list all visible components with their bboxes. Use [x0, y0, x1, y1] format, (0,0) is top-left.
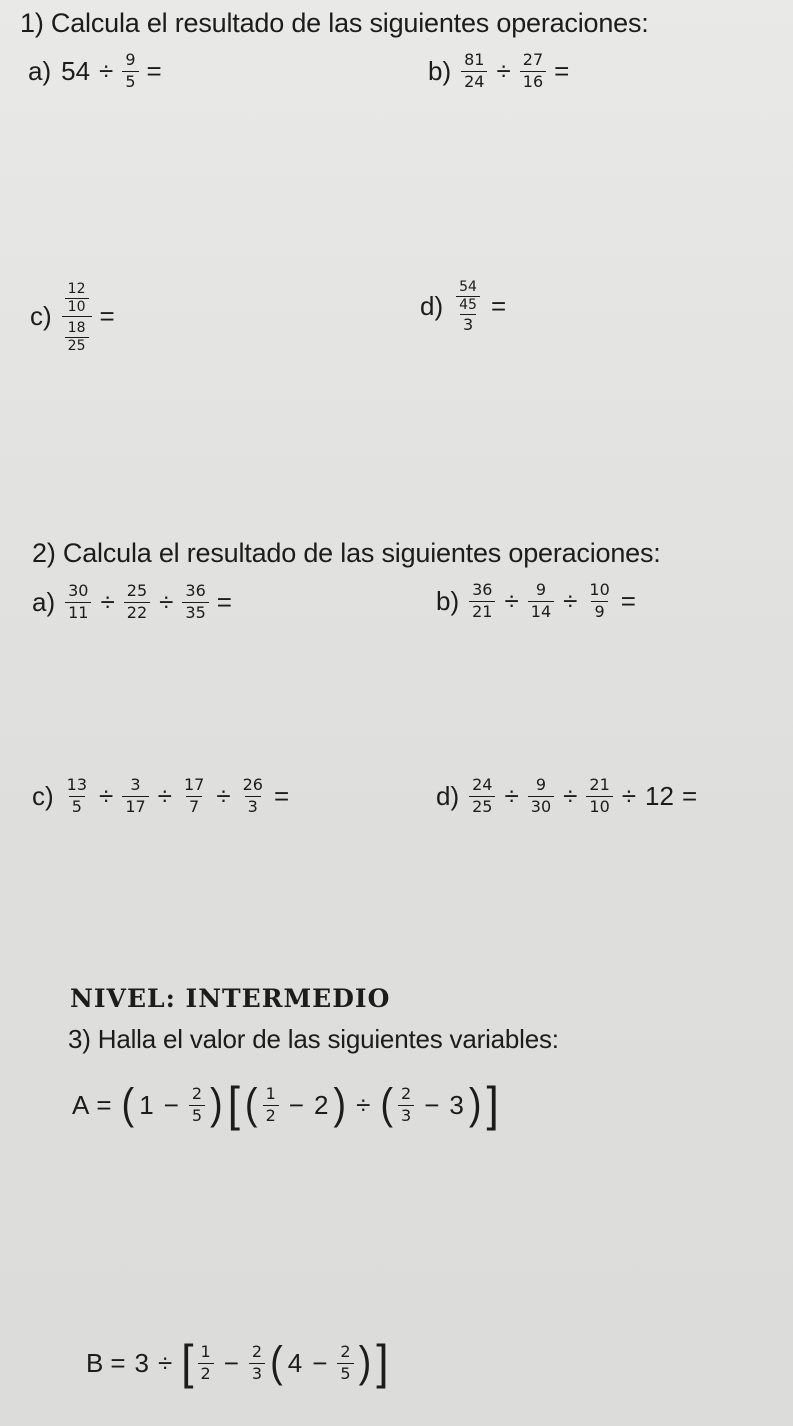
open-paren: ( [121, 1080, 135, 1129]
open-bracket: [ [227, 1077, 240, 1132]
label-1b: b) [428, 55, 452, 86]
fraction [456, 280, 480, 312]
equals-sign: = [681, 780, 698, 811]
numerator: 17 [183, 775, 205, 794]
numerator: 18 [67, 320, 86, 337]
open-paren: ( [380, 1080, 394, 1129]
minus-sign: − [312, 1347, 328, 1378]
level-title: NIVEL: INTERMEDIO [70, 984, 391, 1013]
fraction [65, 321, 89, 353]
denominator: 10 [65, 298, 89, 315]
equals-sign: = [99, 301, 115, 332]
whole-number: 54 [61, 55, 91, 86]
denominator: 21 [469, 601, 495, 621]
numerator: 2 [340, 1341, 351, 1361]
denominator: 5 [337, 1363, 353, 1383]
denominator: 5 [122, 71, 138, 91]
open-paren: ( [270, 1338, 283, 1387]
numerator: 2 [191, 1083, 203, 1103]
equals-sign: = [146, 55, 162, 86]
label-1a: a) [28, 55, 52, 86]
numerator: 10 [589, 580, 610, 599]
divide-sign: ÷ [504, 585, 519, 616]
exercise-2a [32, 583, 232, 622]
variable-A: A [72, 1089, 90, 1120]
fraction [124, 583, 150, 622]
fraction [65, 282, 89, 314]
complex-denominator [62, 316, 92, 353]
denominator: 2 [198, 1363, 214, 1383]
numerator: 81 [464, 50, 485, 69]
fraction [461, 52, 487, 91]
label-2d: d) [436, 780, 460, 811]
denominator: 11 [65, 602, 91, 622]
denominator: 3 [398, 1105, 414, 1125]
divide-sign: ÷ [100, 586, 115, 617]
complex-denominator: 3 [460, 314, 476, 334]
exercise-2b [436, 582, 636, 621]
open-paren: ( [244, 1080, 258, 1129]
denominator: 3 [249, 1363, 265, 1383]
fraction [182, 583, 208, 622]
numerator: 12 [67, 281, 86, 297]
denominator: 17 [122, 796, 148, 816]
denominator: 25 [469, 796, 495, 816]
section2-heading: 2) Calcula el resultado de las siguientes operaciones: [32, 538, 661, 568]
denominator: 3 [245, 796, 261, 816]
denominator: 45 [456, 296, 480, 313]
denominator: 2 [263, 1105, 279, 1125]
numerator: 54 [459, 279, 477, 295]
numerator: 26 [242, 775, 263, 794]
divide-sign: ÷ [504, 780, 519, 811]
fraction [240, 777, 266, 816]
label-2b: b) [436, 585, 460, 616]
fraction [249, 1341, 265, 1383]
fraction [469, 777, 495, 816]
exercise-2c [32, 777, 289, 816]
label-1d: d) [420, 290, 444, 321]
close-paren: ) [333, 1080, 347, 1129]
exercise-1c [30, 280, 115, 354]
denominator: 35 [182, 602, 208, 622]
minus-sign: − [223, 1347, 239, 1378]
open-bracket: [ [181, 1335, 194, 1390]
expression-A [72, 1077, 501, 1132]
close-paren: ) [210, 1080, 223, 1129]
expression-B [86, 1335, 390, 1390]
complex-numerator [453, 278, 483, 314]
equals-sign: = [273, 780, 290, 811]
section1-heading: 1) Calcula el resultado de las siguientes operaciones: [20, 8, 649, 38]
numerator: 1 [265, 1083, 276, 1103]
fraction [469, 582, 495, 621]
denominator: 7 [186, 796, 202, 816]
denominator: 5 [189, 1105, 205, 1125]
numerator: 25 [126, 581, 148, 600]
numerator: 9 [535, 775, 547, 794]
numerator: 30 [68, 581, 89, 600]
divide-sign: ÷ [563, 585, 578, 616]
divide-sign: ÷ [99, 780, 114, 811]
numerator: 9 [125, 50, 136, 69]
divide-sign: ÷ [563, 780, 578, 811]
divide-sign: ÷ [157, 780, 172, 811]
equals-sign: = [490, 290, 507, 321]
fraction [528, 582, 554, 621]
minus-sign: − [424, 1089, 440, 1120]
fraction [337, 1341, 353, 1383]
denominator: 25 [65, 337, 89, 354]
fraction [198, 1341, 214, 1383]
equals-sign: = [554, 55, 570, 86]
denominator: 5 [69, 796, 85, 816]
fraction [181, 777, 207, 816]
equals-sign: = [96, 1089, 112, 1120]
numerator: 13 [66, 775, 88, 794]
denominator: 14 [528, 601, 554, 621]
exercise-2d [436, 777, 697, 816]
denominator: 9 [591, 601, 607, 621]
label-2a: a) [32, 586, 56, 617]
fraction [65, 583, 91, 622]
fraction [122, 777, 148, 816]
numerator: 9 [535, 580, 547, 599]
number: 2 [313, 1089, 329, 1120]
numerator: 3 [130, 775, 141, 794]
numerator: 2 [401, 1083, 412, 1103]
label-1c: c) [30, 301, 52, 332]
numerator: 36 [185, 581, 206, 600]
number: 1 [139, 1089, 154, 1120]
numerator: 21 [589, 775, 610, 794]
fraction [263, 1083, 279, 1125]
denominator: 10 [586, 796, 612, 816]
complex-numerator [62, 280, 92, 316]
exercise-1a [28, 52, 162, 91]
label-2c: c) [32, 780, 54, 811]
divide-sign: ÷ [216, 780, 231, 811]
close-paren: ) [468, 1080, 482, 1129]
whole-number: 12 [645, 780, 674, 811]
minus-sign: − [288, 1089, 304, 1120]
divide-sign: ÷ [356, 1089, 371, 1120]
fraction [586, 777, 612, 816]
number: 3 [134, 1347, 149, 1378]
divide-sign: ÷ [99, 55, 114, 86]
close-paren: ) [358, 1338, 372, 1387]
divide-sign: ÷ [621, 780, 637, 811]
denominator: 22 [124, 602, 150, 622]
equals-sign: = [620, 585, 636, 616]
section3-heading: 3) Halla el valor de las siguientes variables: [68, 1024, 559, 1054]
close-bracket: ] [376, 1335, 389, 1390]
number: 4 [287, 1347, 303, 1378]
numerator: 1 [200, 1341, 211, 1361]
divide-sign: ÷ [159, 586, 174, 617]
denominator: 16 [520, 71, 546, 91]
equals-sign: = [216, 586, 232, 617]
denominator: 24 [461, 71, 487, 91]
fraction [189, 1083, 205, 1125]
number: 3 [449, 1089, 464, 1120]
fraction [398, 1083, 414, 1125]
complex-fraction [62, 280, 92, 354]
numerator: 24 [472, 775, 493, 794]
numerator: 36 [472, 580, 493, 599]
denominator: 30 [528, 796, 554, 816]
equals-sign: = [110, 1347, 126, 1378]
exercise-1b [428, 52, 569, 91]
divide-sign: ÷ [158, 1347, 173, 1378]
minus-sign: − [163, 1089, 179, 1120]
close-bracket: ] [486, 1077, 499, 1132]
variable-B: B [86, 1347, 104, 1378]
exercise-1d [420, 278, 506, 334]
complex-fraction [453, 278, 483, 334]
divide-sign: ÷ [496, 55, 511, 86]
fraction [528, 777, 554, 816]
fraction [520, 52, 546, 91]
fraction [64, 777, 90, 816]
numerator: 27 [522, 50, 544, 69]
fraction [122, 52, 138, 91]
numerator: 2 [251, 1341, 263, 1361]
fraction [586, 582, 612, 621]
